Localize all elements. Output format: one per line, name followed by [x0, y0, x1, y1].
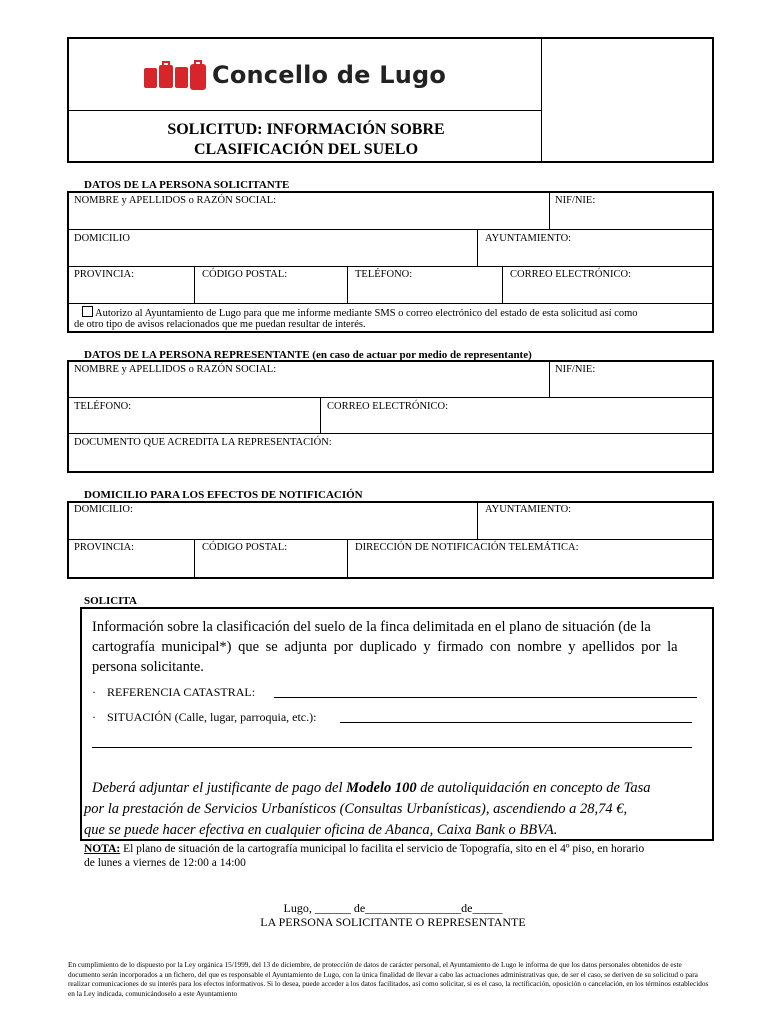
page-title-line2: CLASIFICACIÓN DEL SUELO [193, 141, 419, 158]
situacion-input-line2[interactable] [92, 747, 692, 748]
rep-telefono-field[interactable]: TELÉFONO: [74, 401, 132, 412]
col-divider [549, 192, 550, 229]
header-divider-horizontal [68, 110, 541, 111]
situacion-input[interactable] [340, 722, 692, 723]
firma-fecha: Lugo, ______ de________________de_____ [283, 901, 503, 915]
row-divider [68, 397, 713, 398]
col-divider [194, 266, 195, 303]
section-title-solicitante: DATOS DE LA PERSONA SOLICITANTE [84, 179, 290, 191]
col-divider [347, 539, 348, 578]
row-divider [68, 539, 713, 540]
pago-line2: por la prestación de Servicios Urbanísticos (Consultas Urbanísticas), ascendiendo a 28,74 €, [84, 801, 628, 817]
nota-label: NOTA: [84, 843, 121, 855]
notif-telematica-field[interactable]: DIRECCIÓN DE NOTIFICACIÓN TELEMÁTICA: [355, 542, 579, 553]
nombre-field[interactable]: NOMBRE y APELLIDOS o RAZÓN SOCIAL: [74, 195, 277, 206]
solicita-para-line3: persona solicitante. [92, 659, 204, 675]
col-divider [320, 397, 321, 433]
autorizo-checkbox[interactable] [82, 306, 93, 317]
ayuntamiento-field[interactable]: AYUNTAMIENTO: [485, 233, 572, 244]
notif-provincia-field[interactable]: PROVINCIA: [74, 542, 135, 553]
nota-text: El plano de situación de la cartografía municipal lo facilita el servicio de Topografía, sito en el 4º piso, en horario [120, 843, 645, 855]
pago-line1 [92, 778, 650, 799]
codigo-postal-field[interactable]: CÓDIGO POSTAL: [202, 269, 288, 280]
row-divider [68, 433, 713, 434]
col-divider [194, 539, 195, 578]
notif-domicilio-field[interactable]: DOMICILIO: [74, 504, 133, 515]
col-divider [549, 361, 550, 397]
logo-text: Concello de Lugo [212, 61, 447, 89]
row-divider [68, 266, 713, 267]
situacion-label: SITUACIÓN (Calle, lugar, parroquia, etc.): [107, 710, 317, 724]
concello-logo-icon [142, 60, 208, 94]
autorizo-text: Autorizo al Ayuntamiento de Lugo para que me informe mediante SMS o correo electrónico del estado de esta solicitud así como [95, 308, 638, 319]
bullet: · [92, 710, 96, 724]
nota-line2: de lunes a viernes de 12:00 a 14:00 [84, 857, 246, 869]
row-divider [68, 303, 713, 304]
solicita-para-line2: cartografía municipal*) que se adjunta por duplicado y firmado con nombre y apellidos por la [92, 639, 678, 655]
modelo-100: Modelo 100 [346, 780, 417, 796]
telefono-field[interactable]: TELÉFONO: [355, 269, 413, 280]
notificacion-box [67, 501, 714, 579]
autorizo-text-line2: de otro tipo de avisos relacionados que me puedan resultar de interés. [74, 319, 366, 330]
pago-text-c: de autoliquidación en concepto de Tasa [416, 780, 651, 796]
ref-catastral-input[interactable] [274, 697, 697, 698]
col-divider [477, 502, 478, 539]
solicita-para-line1: Información sobre la clasificación del suelo de la finca delimitada en el plano de situación (de la [92, 619, 651, 635]
pago-text-a: Deberá adjuntar el justificante de pago del [92, 780, 347, 796]
col-divider [502, 266, 503, 303]
notif-codigo-postal-field[interactable]: CÓDIGO POSTAL: [202, 542, 288, 553]
correo-field[interactable]: CORREO ELECTRÓNICO: [510, 269, 632, 280]
provincia-field[interactable]: PROVINCIA: [74, 269, 135, 280]
section-title-notificacion: DOMICILIO PARA LOS EFECTOS DE NOTIFICACIÓN [84, 489, 363, 501]
ref-catastral-label: REFERENCIA CATASTRAL: [107, 685, 256, 699]
bullet: · [92, 685, 96, 699]
rep-correo-field[interactable]: CORREO ELECTRÓNICO: [327, 401, 449, 412]
col-divider [347, 266, 348, 303]
representante-box [67, 360, 714, 473]
legal-notice: En cumplimiento de lo dispuesto por la Ley orgánica 15/1999, del 13 de diciembre, de protección de datos de carácter personal, el Ayuntamiento de Lugo le informa de que los datos personales obtenidos de este documento serán incorporados a un fichero, del que es responsable el Ayuntamiento de Lugo, con la única finalidad de llevar a cabo las actuaciones administrativas que, de ser el caso, se deriven de su solicitud o para realizar comunicaciones de su interés para los efectos informativos. Si lo desea, puede acceder a los datos facilitados, así como solicitar, si es el caso, la rectificación, oposición o cancelación, en los términos establecidos en la Ley indicada, comunicándoselo a este Ayuntamiento [68, 960, 709, 998]
domicilio-field[interactable]: DOMICILIO [74, 233, 130, 244]
rep-nif-field[interactable]: NIF/NIE: [555, 364, 596, 375]
section-title-solicita: SOLICITA [84, 595, 137, 607]
nota-line1 [84, 843, 644, 856]
nif-field[interactable]: NIF/NIE: [555, 195, 596, 206]
notif-ayuntamiento-field[interactable]: AYUNTAMIENTO: [485, 504, 572, 515]
page-title-line1: SOLICITUD: INFORMACIÓN SOBRE [167, 121, 445, 138]
col-divider [477, 229, 478, 266]
firma-firmante: LA PERSONA SOLICITANTE O REPRESENTANTE [260, 915, 526, 929]
pago-line3: que se puede hacer efectiva en cualquier oficina de Abanca, Caixa Bank o BBVA. [84, 822, 558, 838]
autorizo-checkbox-line[interactable] [82, 306, 638, 320]
rep-nombre-field[interactable]: NOMBRE y APELLIDOS o RAZÓN SOCIAL: [74, 364, 277, 375]
section-title-representante: DATOS DE LA PERSONA REPRESENTANTE (en caso de actuar por medio de representante) [84, 349, 532, 361]
row-divider [68, 229, 713, 230]
rep-documento-field[interactable]: DOCUMENTO QUE ACREDITA LA REPRESENTACIÓN: [74, 437, 332, 448]
